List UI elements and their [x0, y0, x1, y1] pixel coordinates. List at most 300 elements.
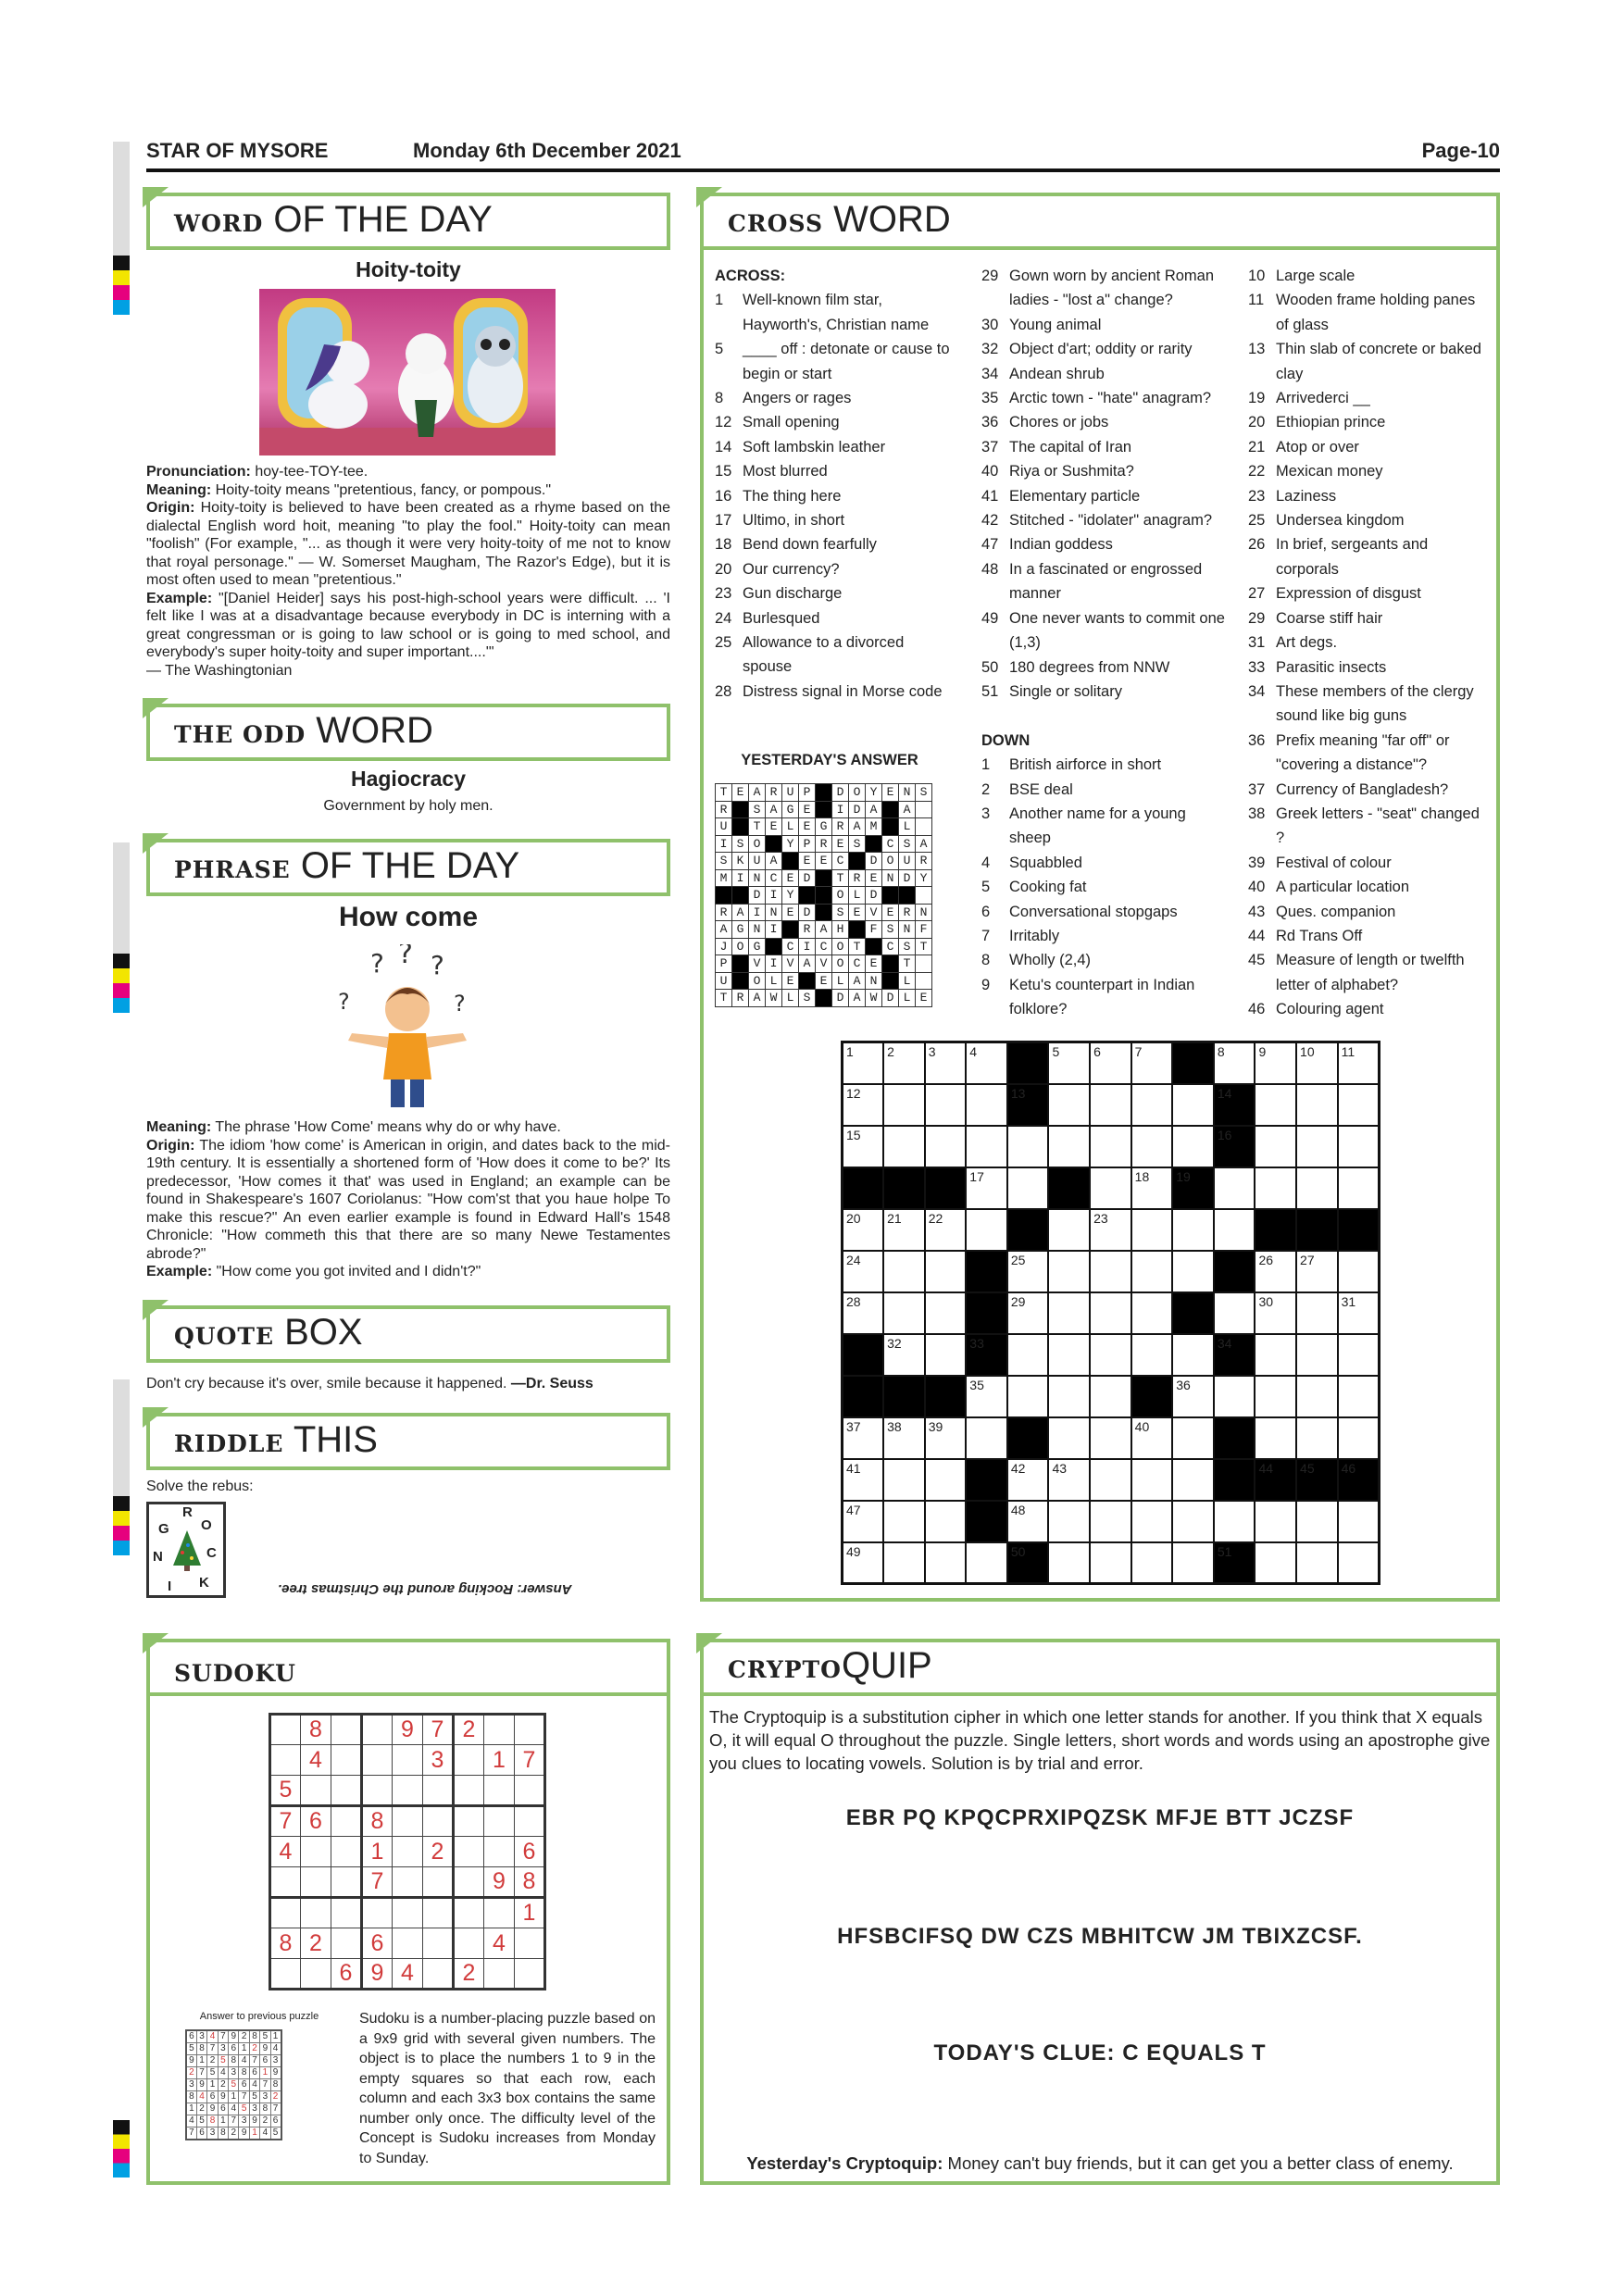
crossword-cell[interactable]: [925, 1209, 967, 1251]
crossword-cell[interactable]: [1296, 1292, 1338, 1334]
answer-cell: Y: [866, 784, 882, 802]
crossword-cell[interactable]: [925, 1501, 967, 1542]
sudoku-empty-cell[interactable]: [301, 1867, 331, 1898]
sudoku-answer-cell: 6: [207, 2091, 218, 2103]
crossword-cell[interactable]: [966, 1167, 1007, 1209]
crossword-cell[interactable]: [1338, 1417, 1380, 1459]
clue-text: Andean shrub: [1009, 365, 1105, 382]
crossword-cell[interactable]: [966, 1417, 1007, 1459]
crossword-cell[interactable]: [1296, 1542, 1338, 1584]
sudoku-empty-cell[interactable]: [331, 1837, 362, 1867]
sudoku-empty-cell[interactable]: [362, 1745, 393, 1776]
crossword-cell[interactable]: [1296, 1251, 1338, 1292]
rebus-letter: K: [199, 1575, 209, 1591]
sudoku-empty-cell[interactable]: [331, 1898, 362, 1928]
sudoku-answer-cell: 3: [186, 2079, 196, 2091]
crossword-cell[interactable]: [1048, 1209, 1090, 1251]
crossword-cell[interactable]: [1048, 1334, 1090, 1376]
sudoku-empty-cell[interactable]: [454, 1745, 484, 1776]
crossword-cell[interactable]: [1296, 1084, 1338, 1126]
corner-flag: [696, 187, 722, 207]
sudoku-empty-cell[interactable]: [515, 1715, 545, 1745]
crossword-cell[interactable]: [883, 1417, 925, 1459]
rebus-letter: G: [158, 1521, 169, 1537]
crossword-cell[interactable]: [1296, 1126, 1338, 1167]
sudoku-given-cell: 7: [362, 1867, 393, 1898]
crossword-cell[interactable]: [1255, 1542, 1296, 1584]
clue-number: 51: [981, 682, 999, 700]
crossword-cell[interactable]: [1048, 1459, 1090, 1501]
crossword-cell[interactable]: [1172, 1417, 1214, 1459]
crossword-cell[interactable]: [1090, 1417, 1131, 1459]
crossword-cell[interactable]: [1090, 1251, 1131, 1292]
clue-number: 9: [981, 976, 991, 993]
sudoku-answer-cell: 8: [260, 2103, 270, 2115]
crossword-cell[interactable]: [1007, 1459, 1049, 1501]
crossword-cell[interactable]: [1007, 1334, 1049, 1376]
sudoku-empty-cell[interactable]: [484, 1776, 515, 1806]
crossword-cell[interactable]: [1172, 1334, 1214, 1376]
sudoku-answer-cell: 1: [218, 2115, 228, 2128]
crossword-cell[interactable]: [1048, 1376, 1090, 1417]
crossword-cell[interactable]: [1048, 1042, 1090, 1084]
cell-number: 16: [1217, 1127, 1232, 1142]
crossword-cell[interactable]: [1131, 1292, 1173, 1334]
sudoku-empty-cell[interactable]: [393, 1837, 423, 1867]
sudoku-answer-label: Answer to previous puzzle: [199, 2011, 319, 2022]
quote-author: —Dr. Seuss: [510, 1376, 593, 1391]
sudoku-empty-cell[interactable]: [423, 1959, 454, 1990]
crossword-cell[interactable]: [843, 1084, 884, 1126]
crossword-cell[interactable]: [925, 1292, 967, 1334]
clue-text: Young animal: [1009, 316, 1102, 333]
crossword-cell[interactable]: [1090, 1376, 1131, 1417]
crossword-cell[interactable]: [1172, 1459, 1214, 1501]
sudoku-empty-cell[interactable]: [270, 1867, 301, 1898]
crossword-cell[interactable]: [1007, 1251, 1049, 1292]
answer-cell: L: [849, 887, 866, 905]
answer-cell: A: [816, 921, 832, 939]
crossword-cell[interactable]: [925, 1042, 967, 1084]
crossword-black-cell: [1214, 1542, 1255, 1584]
sudoku-empty-cell[interactable]: [423, 1928, 454, 1959]
crossword-cell[interactable]: [1090, 1501, 1131, 1542]
answer-cell: A: [732, 904, 749, 921]
sudoku-empty-cell[interactable]: [270, 1898, 301, 1928]
answer-cell: I: [749, 904, 766, 921]
clue-text: The capital of Iran: [1009, 438, 1132, 455]
crossword-cell[interactable]: [883, 1084, 925, 1126]
crossword-cell[interactable]: [1172, 1251, 1214, 1292]
crossword-cell[interactable]: [1214, 1167, 1255, 1209]
crossword-cell[interactable]: [1090, 1167, 1131, 1209]
cell-number: 2: [887, 1044, 894, 1059]
crossword-cell[interactable]: [843, 1417, 884, 1459]
crossword-cell[interactable]: [1090, 1084, 1131, 1126]
sudoku-empty-cell[interactable]: [515, 1928, 545, 1959]
crossword-cell[interactable]: [1255, 1126, 1296, 1167]
sudoku-empty-cell[interactable]: [454, 1867, 484, 1898]
clue-number: 6: [981, 903, 991, 920]
crossword-cell[interactable]: [1338, 1334, 1380, 1376]
sudoku-given-cell: 6: [331, 1959, 362, 1990]
sudoku-empty-cell[interactable]: [484, 1959, 515, 1990]
registration-bar-color: [113, 1496, 130, 1555]
sudoku-empty-cell[interactable]: [454, 1928, 484, 1959]
clue-number: 47: [981, 536, 999, 554]
cell-number: 17: [969, 1168, 984, 1184]
crossword-cell[interactable]: [1131, 1126, 1173, 1167]
crossword-cell[interactable]: [1338, 1126, 1380, 1167]
clue-number: 8: [715, 390, 724, 407]
sudoku-answer-cell: 4: [186, 2115, 196, 2128]
sudoku-empty-cell[interactable]: [301, 1776, 331, 1806]
crossword-cell[interactable]: [925, 1251, 967, 1292]
sudoku-empty-cell[interactable]: [331, 1867, 362, 1898]
crossword-cell[interactable]: [1131, 1042, 1173, 1084]
sudoku-empty-cell[interactable]: [270, 1745, 301, 1776]
sudoku-empty-cell[interactable]: [484, 1806, 515, 1837]
sudoku-empty-cell[interactable]: [423, 1806, 454, 1837]
origin: Hoity-toity is believed to have been created as a rhyme based on the dialectal English word hoit, meaning "to play the fool." Hoity-toity can mean "foolish" (For example, "... as though it were very hoity-toity of me not to know that royal personage." — W. Somerset Maugham, The Razor's Edge), but it is most often used to mean "pretentious.": [146, 500, 670, 588]
sudoku-empty-cell[interactable]: [270, 1715, 301, 1745]
crossword-cell[interactable]: [1007, 1126, 1049, 1167]
sudoku-empty-cell[interactable]: [393, 1776, 423, 1806]
crossword-cell[interactable]: [1172, 1084, 1214, 1126]
crossword-cell[interactable]: [1255, 1084, 1296, 1126]
crossword-cell[interactable]: [1255, 1292, 1296, 1334]
crossword-clue: [715, 435, 954, 459]
crossword-cell[interactable]: [1048, 1292, 1090, 1334]
crossword-black-cell: [966, 1334, 1007, 1376]
crossword-cell[interactable]: [843, 1292, 884, 1334]
section-title: SUDOKU: [174, 1660, 296, 1687]
crossword-cell[interactable]: [966, 1209, 1007, 1251]
svg-text:?: ?: [370, 948, 384, 979]
sudoku-answer-cell: 6: [196, 2128, 206, 2140]
crossword-cell[interactable]: [1048, 1501, 1090, 1542]
crossword-cell[interactable]: [925, 1084, 967, 1126]
crossword-cell[interactable]: [1255, 1042, 1296, 1084]
crossword-clue: [981, 459, 1230, 483]
clue-number: 34: [1248, 682, 1266, 700]
crossword-cell[interactable]: [883, 1542, 925, 1584]
crossword-cell[interactable]: [925, 1542, 967, 1584]
crossword-cell[interactable]: [1338, 1376, 1380, 1417]
crossword-cell[interactable]: [1090, 1334, 1131, 1376]
sudoku-answer-cell: 7: [239, 2091, 249, 2103]
crossword-cell[interactable]: [1255, 1334, 1296, 1376]
corner-flag: [696, 1633, 722, 1653]
cell-number: 50: [1010, 1543, 1026, 1559]
crossword-cell[interactable]: [1172, 1376, 1214, 1417]
crossword-cell[interactable]: [1172, 1126, 1214, 1167]
crossword-cell[interactable]: [1131, 1084, 1173, 1126]
crossword-cell[interactable]: [1048, 1251, 1090, 1292]
answer-cell: A: [766, 853, 782, 870]
sudoku-empty-cell[interactable]: [515, 1776, 545, 1806]
clue-text: 180 degrees from NNW: [1009, 658, 1170, 676]
cell-number: 51: [1217, 1543, 1232, 1559]
crossword-cell[interactable]: [883, 1334, 925, 1376]
clue-text: BSE deal: [1009, 780, 1073, 798]
crossword-cell[interactable]: [1214, 1209, 1255, 1251]
clue-number: 49: [981, 609, 999, 627]
cell-number: 8: [1217, 1044, 1225, 1059]
crossword-cell[interactable]: [1090, 1126, 1131, 1167]
sudoku-answer-cell: 5: [207, 2067, 218, 2079]
sudoku-empty-cell[interactable]: [362, 1776, 393, 1806]
cell-number: 37: [846, 1418, 861, 1434]
sudoku-answer-cell: 6: [239, 2079, 249, 2091]
crossword-cell[interactable]: [1131, 1167, 1173, 1209]
crossword-cell[interactable]: [1007, 1167, 1049, 1209]
answer-cell: N: [899, 784, 916, 802]
sudoku-empty-cell[interactable]: [331, 1715, 362, 1745]
answer-cell: C: [782, 938, 799, 955]
sudoku-empty-cell[interactable]: [301, 1837, 331, 1867]
crossword-cell[interactable]: [1131, 1501, 1173, 1542]
answer-cell: Y: [916, 869, 932, 887]
sudoku-empty-cell[interactable]: [393, 1867, 423, 1898]
sudoku-empty-cell[interactable]: [393, 1898, 423, 1928]
crossword-cell[interactable]: [1090, 1542, 1131, 1584]
crossword-cell[interactable]: [1131, 1542, 1173, 1584]
crossword-cell[interactable]: [1338, 1042, 1380, 1084]
crossword-cell[interactable]: [1007, 1376, 1049, 1417]
sudoku-empty-cell[interactable]: [515, 1959, 545, 1990]
crossword-cell[interactable]: [1296, 1417, 1338, 1459]
crossword-cell[interactable]: [1090, 1209, 1131, 1251]
sudoku-answer-cell: 3: [218, 2043, 228, 2055]
crossword-cell[interactable]: [1338, 1084, 1380, 1126]
crossword-cell[interactable]: [966, 1542, 1007, 1584]
crossword-cell[interactable]: [1338, 1501, 1380, 1542]
answer-cell: D: [832, 990, 849, 1007]
crossword-cell[interactable]: [1131, 1459, 1173, 1501]
quote: Don't cry because it's over, smile because it happened.: [146, 1376, 511, 1391]
sudoku-empty-cell[interactable]: [393, 1928, 423, 1959]
sudoku-empty-cell[interactable]: [301, 1898, 331, 1928]
crossword-cell[interactable]: [1048, 1542, 1090, 1584]
crossword-cell[interactable]: [1338, 1542, 1380, 1584]
crossword-cell[interactable]: [1131, 1417, 1173, 1459]
crossword-cell[interactable]: [1090, 1459, 1131, 1501]
cryptoquip-line-1: EBR PQ KPQCPRXIPQZSK MFJE BTT JCZSF: [845, 1805, 1355, 1830]
crossword-cell[interactable]: [843, 1542, 884, 1584]
clue-number: 37: [981, 438, 999, 455]
clue-text: These members of the clergy sound like big guns: [1276, 682, 1474, 725]
crossword-cell[interactable]: [843, 1042, 884, 1084]
sudoku-answer-cell: 9: [196, 2079, 206, 2091]
crossword-cell[interactable]: [925, 1459, 967, 1501]
sudoku-empty-cell[interactable]: [270, 1959, 301, 1990]
crossword-cell[interactable]: [1048, 1084, 1090, 1126]
clue-number: 5: [981, 879, 991, 896]
sudoku-answer-cell: 3: [229, 2067, 239, 2079]
corner-flag: [143, 1300, 169, 1320]
crossword-clue: [981, 948, 1230, 972]
sudoku-empty-cell[interactable]: [454, 1776, 484, 1806]
crossword-clue: [715, 606, 954, 630]
crossword-cell[interactable]: [843, 1459, 884, 1501]
crossword-cell[interactable]: [966, 1084, 1007, 1126]
crossword-cell[interactable]: [925, 1417, 967, 1459]
sudoku-empty-cell[interactable]: [301, 1959, 331, 1990]
answer-cell: T: [849, 938, 866, 955]
crossword-cell[interactable]: [883, 1251, 925, 1292]
odd-word-meaning: Government by holy men.: [323, 798, 493, 814]
answer-cell: L: [899, 972, 916, 990]
crossword-cell[interactable]: [883, 1501, 925, 1542]
crossword-cell[interactable]: [925, 1334, 967, 1376]
cell-number: 3: [928, 1044, 936, 1059]
answer-cell: S: [799, 990, 816, 1007]
crossword-clue: [1248, 997, 1491, 1021]
cell-number: 39: [928, 1418, 943, 1434]
crossword-cell[interactable]: [1007, 1501, 1049, 1542]
answer-cell: K: [732, 853, 749, 870]
sudoku-empty-cell[interactable]: [484, 1898, 515, 1928]
clue-number: 45: [1248, 952, 1266, 969]
crossword-clue: [1248, 948, 1491, 997]
crossword-clue: [981, 924, 1230, 948]
crossword-cell[interactable]: [1048, 1126, 1090, 1167]
crossword-cell[interactable]: [1255, 1417, 1296, 1459]
crossword-cell[interactable]: [843, 1209, 884, 1251]
crossword-cell[interactable]: [1172, 1542, 1214, 1584]
crossword-cell[interactable]: [883, 1209, 925, 1251]
sudoku-empty-cell[interactable]: [393, 1745, 423, 1776]
sudoku-empty-cell[interactable]: [362, 1715, 393, 1745]
crossword-cell[interactable]: [1214, 1292, 1255, 1334]
crossword-cell[interactable]: [966, 1376, 1007, 1417]
answer-cell: [916, 818, 932, 836]
sudoku-answer-cell: 1: [239, 2043, 249, 2055]
crossword-cell[interactable]: [1255, 1501, 1296, 1542]
sudoku-answer-cell: 1: [186, 2103, 196, 2115]
sudoku-answer-cell: 5: [249, 2091, 259, 2103]
crossword-clue: [981, 386, 1230, 410]
crossword-cell[interactable]: [1214, 1501, 1255, 1542]
clue-text: Laziness: [1276, 487, 1337, 505]
crossword-cell[interactable]: [883, 1042, 925, 1084]
crossword-black-cell: [966, 1292, 1007, 1334]
answer-cell: O: [732, 938, 749, 955]
crossword-cell[interactable]: [1090, 1292, 1131, 1334]
quote-text: [146, 1376, 670, 1392]
sudoku-empty-cell[interactable]: [515, 1806, 545, 1837]
sudoku-empty-cell[interactable]: [454, 1837, 484, 1867]
crossword-cell[interactable]: [1007, 1292, 1049, 1334]
crossword-cell[interactable]: [1172, 1501, 1214, 1542]
cell-number: 5: [1052, 1044, 1060, 1059]
phrase-meaning: The phrase 'How Come' means why do or why have.: [211, 1119, 561, 1135]
crossword-cell[interactable]: [925, 1126, 967, 1167]
crossword-cell[interactable]: [1296, 1334, 1338, 1376]
crossword-cell[interactable]: [883, 1292, 925, 1334]
crossword-cell[interactable]: [1338, 1292, 1380, 1334]
crossword-cell[interactable]: [1214, 1042, 1255, 1084]
sudoku-empty-cell[interactable]: [484, 1837, 515, 1867]
label: Yesterday's Cryptoquip:: [746, 2153, 943, 2173]
clue-text: Gown worn by ancient Roman ladies - "lost a" change?: [1009, 268, 1215, 309]
crossword-cell[interactable]: [1090, 1042, 1131, 1084]
clue-text: Indian goddess: [1009, 536, 1113, 554]
clue-number: 31: [1248, 634, 1266, 652]
sudoku-empty-cell[interactable]: [331, 1806, 362, 1837]
clue-text: Wholly (2,4): [1009, 952, 1092, 969]
answer-cell: S: [899, 938, 916, 955]
sudoku-empty-cell[interactable]: [454, 1806, 484, 1837]
answer-cell: N: [766, 904, 782, 921]
clue-number: 37: [1248, 780, 1266, 798]
section-title-a: PHRASE: [174, 856, 291, 883]
crossword-cell[interactable]: [1048, 1417, 1090, 1459]
answer-black-cell: [732, 955, 749, 973]
crossword-cell[interactable]: [1296, 1042, 1338, 1084]
crossword-cell[interactable]: [1172, 1209, 1214, 1251]
sudoku-empty-cell[interactable]: [454, 1898, 484, 1928]
crossword-cell[interactable]: [1338, 1167, 1380, 1209]
answer-black-cell: [732, 801, 749, 818]
crossword-cell[interactable]: [843, 1501, 884, 1542]
crossword-cell[interactable]: [1255, 1167, 1296, 1209]
sudoku-empty-cell[interactable]: [331, 1776, 362, 1806]
crossword-clue: [981, 778, 1230, 802]
crossword-cell[interactable]: [883, 1126, 925, 1167]
crossword-cell[interactable]: [966, 1042, 1007, 1084]
cell-number: 25: [1010, 1252, 1026, 1267]
crossword-cell[interactable]: [1296, 1167, 1338, 1209]
crossword-cell[interactable]: [1338, 1251, 1380, 1292]
sudoku-empty-cell[interactable]: [362, 1898, 393, 1928]
sudoku-answer-cell: 5: [239, 2103, 249, 2115]
clue-number: 24: [715, 609, 732, 627]
crossword-cell[interactable]: [1255, 1376, 1296, 1417]
crossword-cell[interactable]: [1296, 1501, 1338, 1542]
crossword-cell[interactable]: [883, 1459, 925, 1501]
crossword-cell[interactable]: [1131, 1209, 1173, 1251]
crossword-cell[interactable]: [1131, 1334, 1173, 1376]
phrase-body: [146, 1118, 670, 1281]
crossword-cell[interactable]: [1296, 1376, 1338, 1417]
sudoku-empty-cell[interactable]: [423, 1776, 454, 1806]
clue-text: Distress signal in Morse code: [743, 682, 943, 700]
sudoku-empty-cell[interactable]: [393, 1806, 423, 1837]
crossword-cell[interactable]: [843, 1251, 884, 1292]
sudoku-empty-cell[interactable]: [423, 1867, 454, 1898]
crossword-cell[interactable]: [966, 1126, 1007, 1167]
answer-black-cell: [766, 938, 782, 955]
sudoku-empty-cell[interactable]: [423, 1898, 454, 1928]
sudoku-empty-cell[interactable]: [484, 1715, 515, 1745]
crossword-black-cell: [843, 1167, 884, 1209]
crossword-cell[interactable]: [1131, 1251, 1173, 1292]
sudoku-given-cell: 1: [484, 1745, 515, 1776]
clue-number: 2: [981, 780, 991, 798]
crossword-black-cell: [925, 1376, 967, 1417]
answer-cell: M: [716, 869, 732, 887]
sudoku-empty-cell[interactable]: [331, 1745, 362, 1776]
crossword-black-cell: [1214, 1126, 1255, 1167]
crossword-cell[interactable]: [843, 1126, 884, 1167]
sudoku-empty-cell[interactable]: [331, 1928, 362, 1959]
crossword-cell[interactable]: [1255, 1251, 1296, 1292]
sudoku-answer-cell: 7: [249, 2055, 259, 2067]
crossword-cell[interactable]: [1214, 1376, 1255, 1417]
clue-text: Angers or rages: [743, 390, 852, 407]
